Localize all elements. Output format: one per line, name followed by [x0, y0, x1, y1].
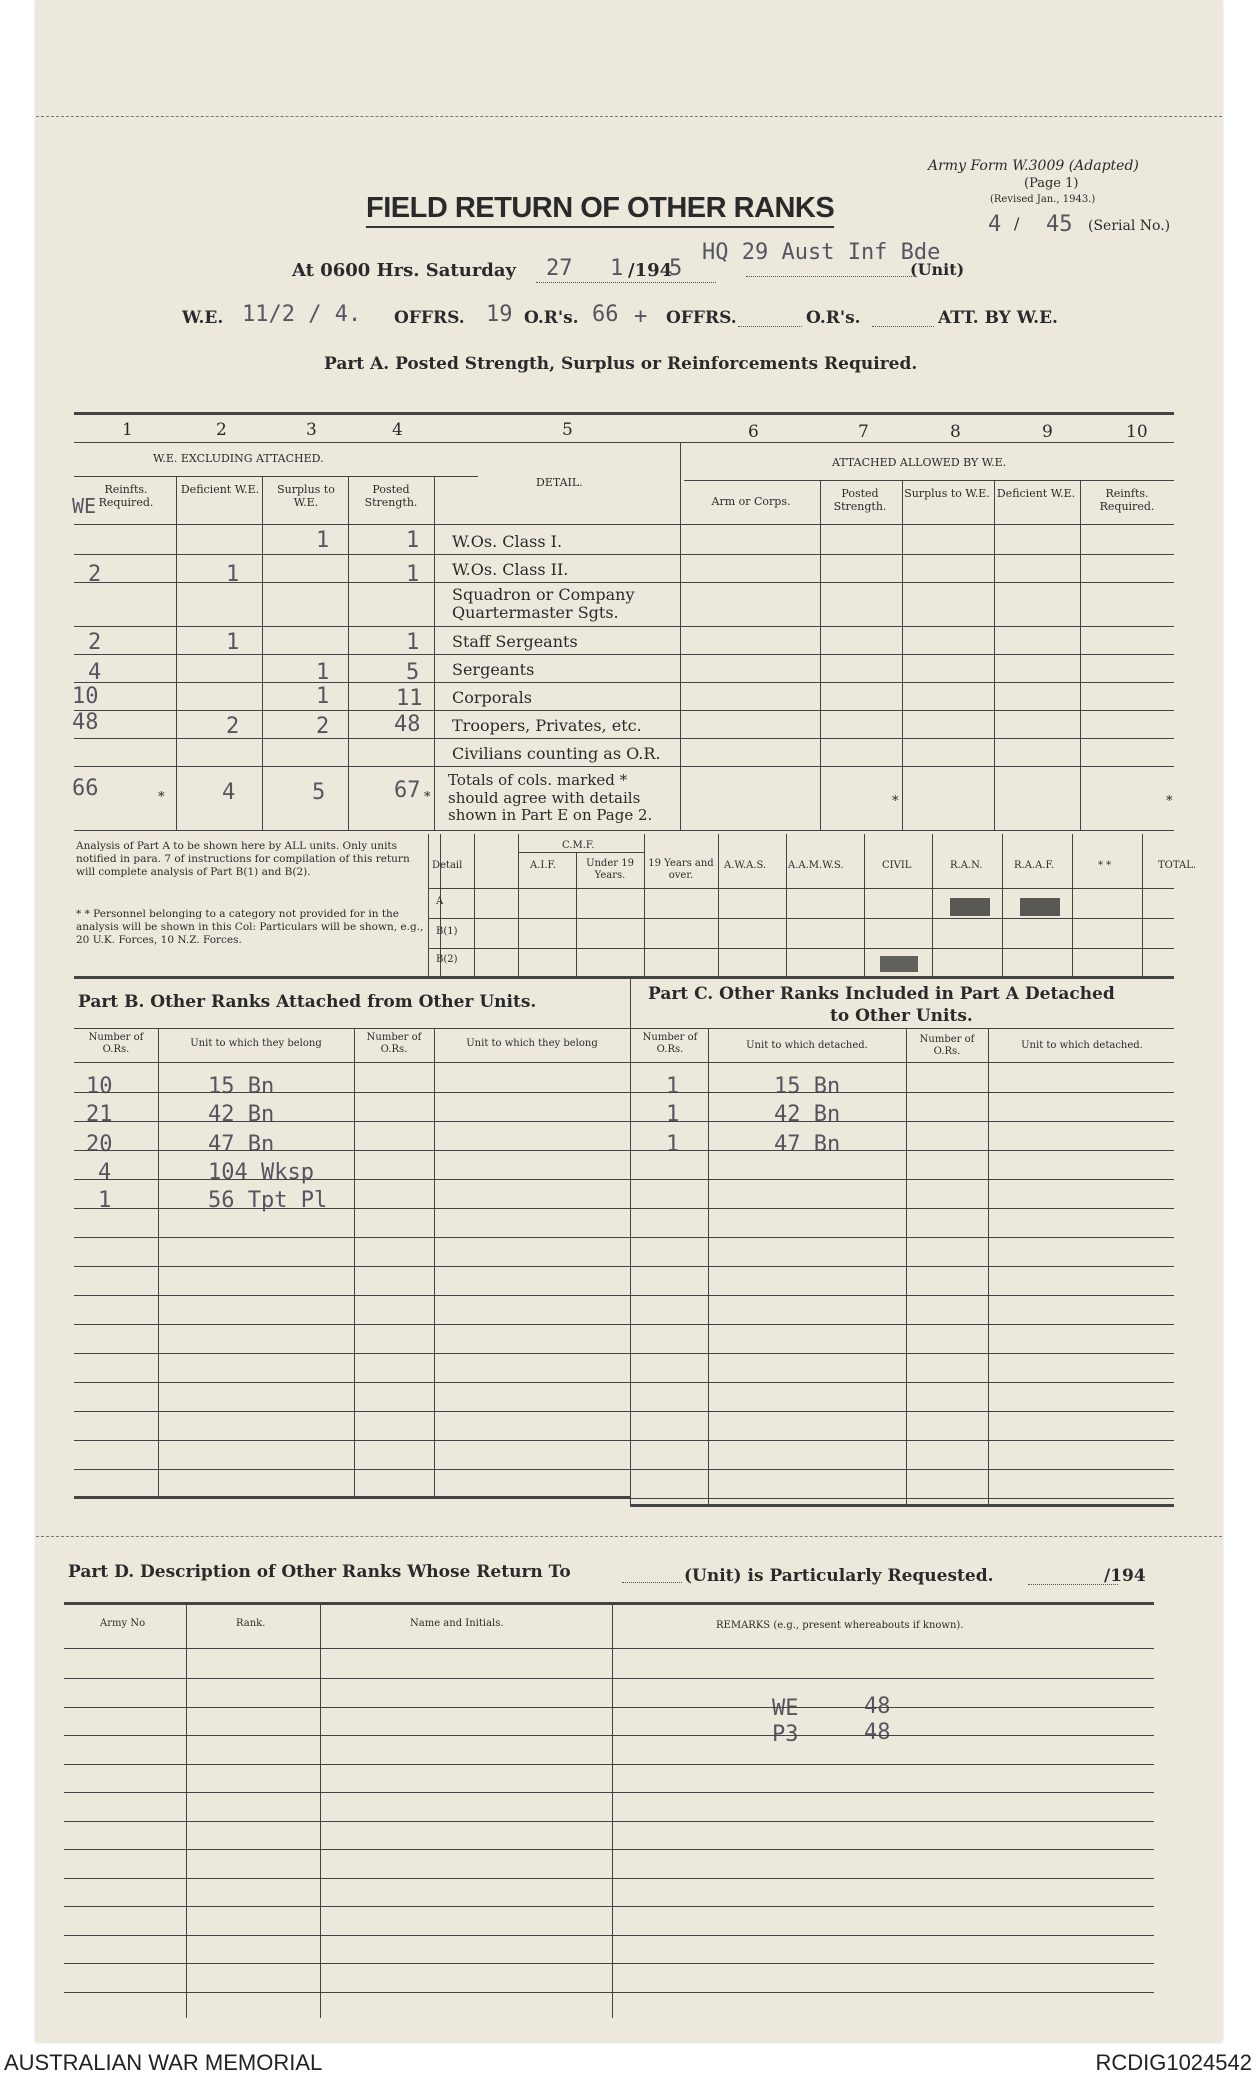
table-rule — [64, 1992, 1154, 1993]
col-number: 9 — [1042, 422, 1053, 442]
analysis-row-b2: B(2) — [436, 954, 458, 965]
part-c-unit: 42 Bn — [774, 1102, 841, 1127]
sub-header: Arm or Corps. — [711, 495, 791, 508]
col-number: 2 — [216, 420, 227, 440]
part-b-num: 1 — [98, 1188, 112, 1213]
sub-header: Posted Strength. — [364, 483, 418, 509]
table-rule — [64, 1906, 1154, 1907]
civil-header: CIVIL — [882, 860, 912, 871]
ors-label: O.R's. — [524, 308, 579, 328]
remark-value: 48 — [864, 1720, 891, 1745]
ors2-label: O.R's. — [806, 308, 861, 328]
table-rule — [64, 1821, 1154, 1822]
total-cell: 4 — [222, 780, 236, 805]
part-c-unit: 15 Bn — [774, 1074, 841, 1099]
detail-sqmsgts: Squadron or Company Quartermaster Sgts. — [452, 585, 635, 623]
sub-header: Surplus to W.E. — [904, 487, 990, 500]
table-rule — [74, 1150, 1174, 1151]
under19-header: Under 19 Years. — [586, 858, 634, 881]
cell: 1 — [406, 630, 420, 655]
serial-a: 4 — [988, 212, 1002, 237]
form-sheet — [36, 0, 1222, 2042]
cell: 2 — [88, 630, 102, 655]
star-mark: * — [424, 790, 431, 805]
part-c-title2: to Other Units. — [830, 1006, 973, 1026]
part-c-unit: 47 Bn — [774, 1132, 841, 1157]
col-number: 4 — [392, 420, 403, 440]
part-c-num: 1 — [666, 1132, 680, 1157]
over19-header: 19 Years and over. — [648, 858, 714, 881]
part-c-unit-header: Unit to which detached. — [746, 1040, 868, 1051]
analysis-detail-header: Detail — [432, 860, 463, 871]
part-b-num: 4 — [98, 1160, 112, 1185]
table-rule — [74, 1440, 1174, 1441]
sub-header: Deficient W.E. — [996, 487, 1076, 500]
cell: 1 — [226, 562, 240, 587]
analysis-row-a: A — [436, 896, 444, 907]
col-number: 7 — [858, 422, 869, 442]
analysis-note: Analysis of Part A to be shown here by ALL units. Only units notified in para. 7 of instructions for compilation of this return will complete analysis of Part B(1) and B(2). — [76, 840, 410, 879]
table-rule — [64, 1878, 1154, 1879]
we-mark: WE — [72, 494, 97, 518]
serial-b: 45 — [1046, 212, 1073, 237]
table-rule — [74, 1411, 1174, 1412]
part-b-unit: 15 Bn — [208, 1074, 275, 1099]
sub-header: Surplus to W.E. — [277, 483, 335, 509]
serial-label: (Serial No.) — [1088, 218, 1171, 234]
cell: 1 — [406, 528, 420, 553]
part-d-title-mid: (Unit) is Particularly Requested. — [684, 1566, 994, 1586]
we-excl-header: W.E. EXCLUDING ATTACHED. — [153, 452, 324, 465]
part-b-num2-header: Number of O.Rs. — [366, 1032, 422, 1055]
detail-civilians: Civilians counting as O.R. — [452, 744, 661, 763]
we-value: 11/2 / 4. — [242, 302, 362, 327]
part-b-unit2-header: Unit to which they belong — [466, 1038, 598, 1049]
offrs-label: OFFRS. — [394, 308, 465, 328]
remark-code: WE — [772, 1696, 799, 1721]
remark-value: 48 — [864, 1694, 891, 1719]
total-cell: 67 — [394, 778, 421, 803]
table-rule — [64, 1678, 1154, 1679]
part-b-unit: 42 Bn — [208, 1102, 275, 1127]
cell: 1 — [316, 684, 330, 709]
other-header: * * — [1098, 860, 1112, 871]
unit-typed: HQ 29 Aust Inf Bde — [702, 240, 941, 265]
sub-header: Deficient W.E. — [180, 483, 260, 496]
table-rule — [74, 1295, 1174, 1296]
table-rule — [74, 1324, 1174, 1325]
star-mark: * — [1166, 794, 1173, 809]
part-b-unit: 47 Bn — [208, 1132, 275, 1157]
cell: 10 — [72, 684, 99, 709]
part-b-num: 10 — [86, 1074, 113, 1099]
cell: 1 — [226, 630, 240, 655]
shaded-cell — [880, 956, 918, 972]
part-d-title: Part D. Description of Other Ranks Whose Return To — [68, 1562, 571, 1582]
col-number: 3 — [306, 420, 317, 440]
remarks-header: REMARKS (e.g., present whereabouts if known). — [716, 1620, 964, 1631]
table-rule — [64, 1764, 1154, 1765]
plus-sign: + — [634, 304, 648, 329]
part-b-num: 21 — [86, 1102, 113, 1127]
year-prefix: /194 — [628, 260, 673, 281]
table-rule — [74, 1382, 1174, 1383]
cell: 1 — [316, 660, 330, 685]
part-d-date: /194 — [1104, 1566, 1146, 1586]
part-b-unit-header: Unit to which they belong — [190, 1038, 322, 1049]
form-name: Army Form W.3009 (Adapted) — [928, 158, 1139, 174]
table-rule — [74, 1469, 1174, 1470]
sub-header: Reinfts. Required. — [98, 483, 154, 509]
page-number: (Page 1) — [1024, 176, 1079, 191]
shaded-cell — [950, 898, 990, 916]
remark-code: P3 — [772, 1722, 799, 1747]
part-b-num: 20 — [86, 1132, 113, 1157]
cell: 48 — [394, 712, 421, 737]
total-cell: 5 — [312, 780, 326, 805]
name-header: Name and Initials. — [410, 1618, 504, 1629]
table-rule — [74, 1179, 1174, 1180]
part-b-title: Part B. Other Ranks Attached from Other Units. — [78, 992, 537, 1012]
cell: 2 — [316, 714, 330, 739]
page-title: FIELD RETURN OF OTHER RANKS — [366, 192, 834, 228]
table-rule — [64, 1935, 1154, 1936]
table-rule — [64, 1707, 1154, 1708]
ors-value: 66 — [592, 302, 619, 327]
shaded-cell — [1020, 898, 1060, 916]
table-rule — [74, 1353, 1174, 1354]
fold-line-top — [36, 116, 1222, 117]
offrs-value: 19 — [486, 302, 513, 327]
col-number: 5 — [562, 420, 573, 440]
offrs2-label: OFFRS. — [666, 308, 737, 328]
ran-header: R.A.N. — [950, 860, 983, 871]
table-rule — [74, 1266, 1174, 1267]
we-label: W.E. — [182, 308, 224, 328]
col-number: 10 — [1126, 422, 1148, 442]
aif-header: A.I.F. — [530, 860, 557, 871]
attached-header: ATTACHED ALLOWED BY W.E. — [832, 456, 1007, 469]
table-rule — [64, 1849, 1154, 1850]
part-a-title: Part A. Posted Strength, Surplus or Reinforcements Required. — [324, 354, 918, 374]
cell: 4 — [88, 660, 102, 685]
table-rule — [64, 1735, 1154, 1736]
detail-totals: Totals of cols. marked * should agree with details shown in Part E on Page 2. — [448, 771, 653, 825]
part-c-num2-header: Number of O.Rs. — [919, 1034, 975, 1057]
month-value: 1 — [610, 256, 624, 281]
detail-sergeants: Sergeants — [452, 660, 535, 679]
part-c-num: 1 — [666, 1102, 680, 1127]
revised-date: (Revised Jan., 1943.) — [990, 194, 1096, 205]
cell: 5 — [406, 660, 420, 685]
table-rule — [64, 1792, 1154, 1793]
cell: 1 — [316, 528, 330, 553]
cell: 2 — [88, 562, 102, 587]
aamws-header: A.A.M.W.S. — [788, 860, 844, 871]
detail-corporals: Corporals — [452, 688, 532, 707]
raaf-header: R.A.A.F. — [1014, 860, 1055, 871]
col-number: 8 — [950, 422, 961, 442]
detail-wo1: W.Os. Class I. — [452, 532, 563, 551]
part-c-unit2-header: Unit to which detached. — [1021, 1040, 1143, 1051]
fold-line-middle — [36, 1536, 1222, 1537]
detail-header: DETAIL. — [536, 476, 583, 489]
rank-header: Rank. — [236, 1618, 266, 1629]
army-no-header: Army No — [100, 1618, 146, 1629]
att-label: ATT. BY W.E. — [938, 308, 1058, 328]
part-b-unit: 104 Wksp — [208, 1160, 314, 1185]
cell: 11 — [396, 686, 423, 711]
col-number: 1 — [122, 420, 133, 440]
col-number: 6 — [748, 422, 759, 442]
part-c-num: 1 — [666, 1074, 680, 1099]
table-rule — [64, 1963, 1154, 1964]
star-mark: * — [892, 794, 899, 809]
footer-left: AUSTRALIAN WAR MEMORIAL — [4, 2050, 323, 2075]
part-c-title: Part C. Other Ranks Included in Part A Detached — [648, 984, 1115, 1004]
cell: 48 — [72, 710, 99, 735]
day-value: 27 — [546, 256, 573, 281]
unit-label: (Unit) — [910, 260, 965, 279]
awas-header: A.W.A.S. — [724, 860, 767, 871]
sub-header: Posted Strength. — [833, 487, 887, 513]
at-label: At 0600 Hrs. Saturday — [292, 260, 517, 281]
total-cell: 66 — [72, 776, 99, 801]
footer-right: RCDIG1024542 — [1095, 2050, 1252, 2075]
total-header: TOTAL. — [1158, 860, 1197, 871]
table-rule — [74, 1237, 1174, 1238]
analysis-row-b1: B(1) — [436, 926, 458, 937]
part-c-num-header: Number of O.Rs. — [642, 1032, 698, 1055]
personnel-note: * * Personnel belonging to a category not provided for in the analysis will be shown in this Col: Particulars will be shown, e.g., 20 U.K. Forces, 10 N.Z. Forces. — [76, 908, 424, 947]
table-rule — [74, 1121, 1174, 1122]
detail-troopers: Troopers, Privates, etc. — [452, 716, 642, 735]
cmf-header: C.M.F. — [562, 840, 595, 851]
star-mark: * — [158, 790, 165, 805]
cell: 1 — [406, 562, 420, 587]
table-rule — [74, 1092, 1174, 1093]
table-rule — [74, 1208, 1174, 1209]
detail-staff-sgts: Staff Sergeants — [452, 632, 578, 651]
year-digit: 5 — [669, 256, 683, 281]
detail-wo2: W.Os. Class II. — [452, 560, 569, 579]
cell: 2 — [226, 714, 240, 739]
serial-slash: / — [1014, 214, 1020, 233]
part-b-unit: 56 Tpt Pl — [208, 1188, 328, 1213]
sub-header: Reinfts. Required. — [1099, 487, 1155, 513]
part-b-num-header: Number of O.Rs. — [88, 1032, 144, 1055]
